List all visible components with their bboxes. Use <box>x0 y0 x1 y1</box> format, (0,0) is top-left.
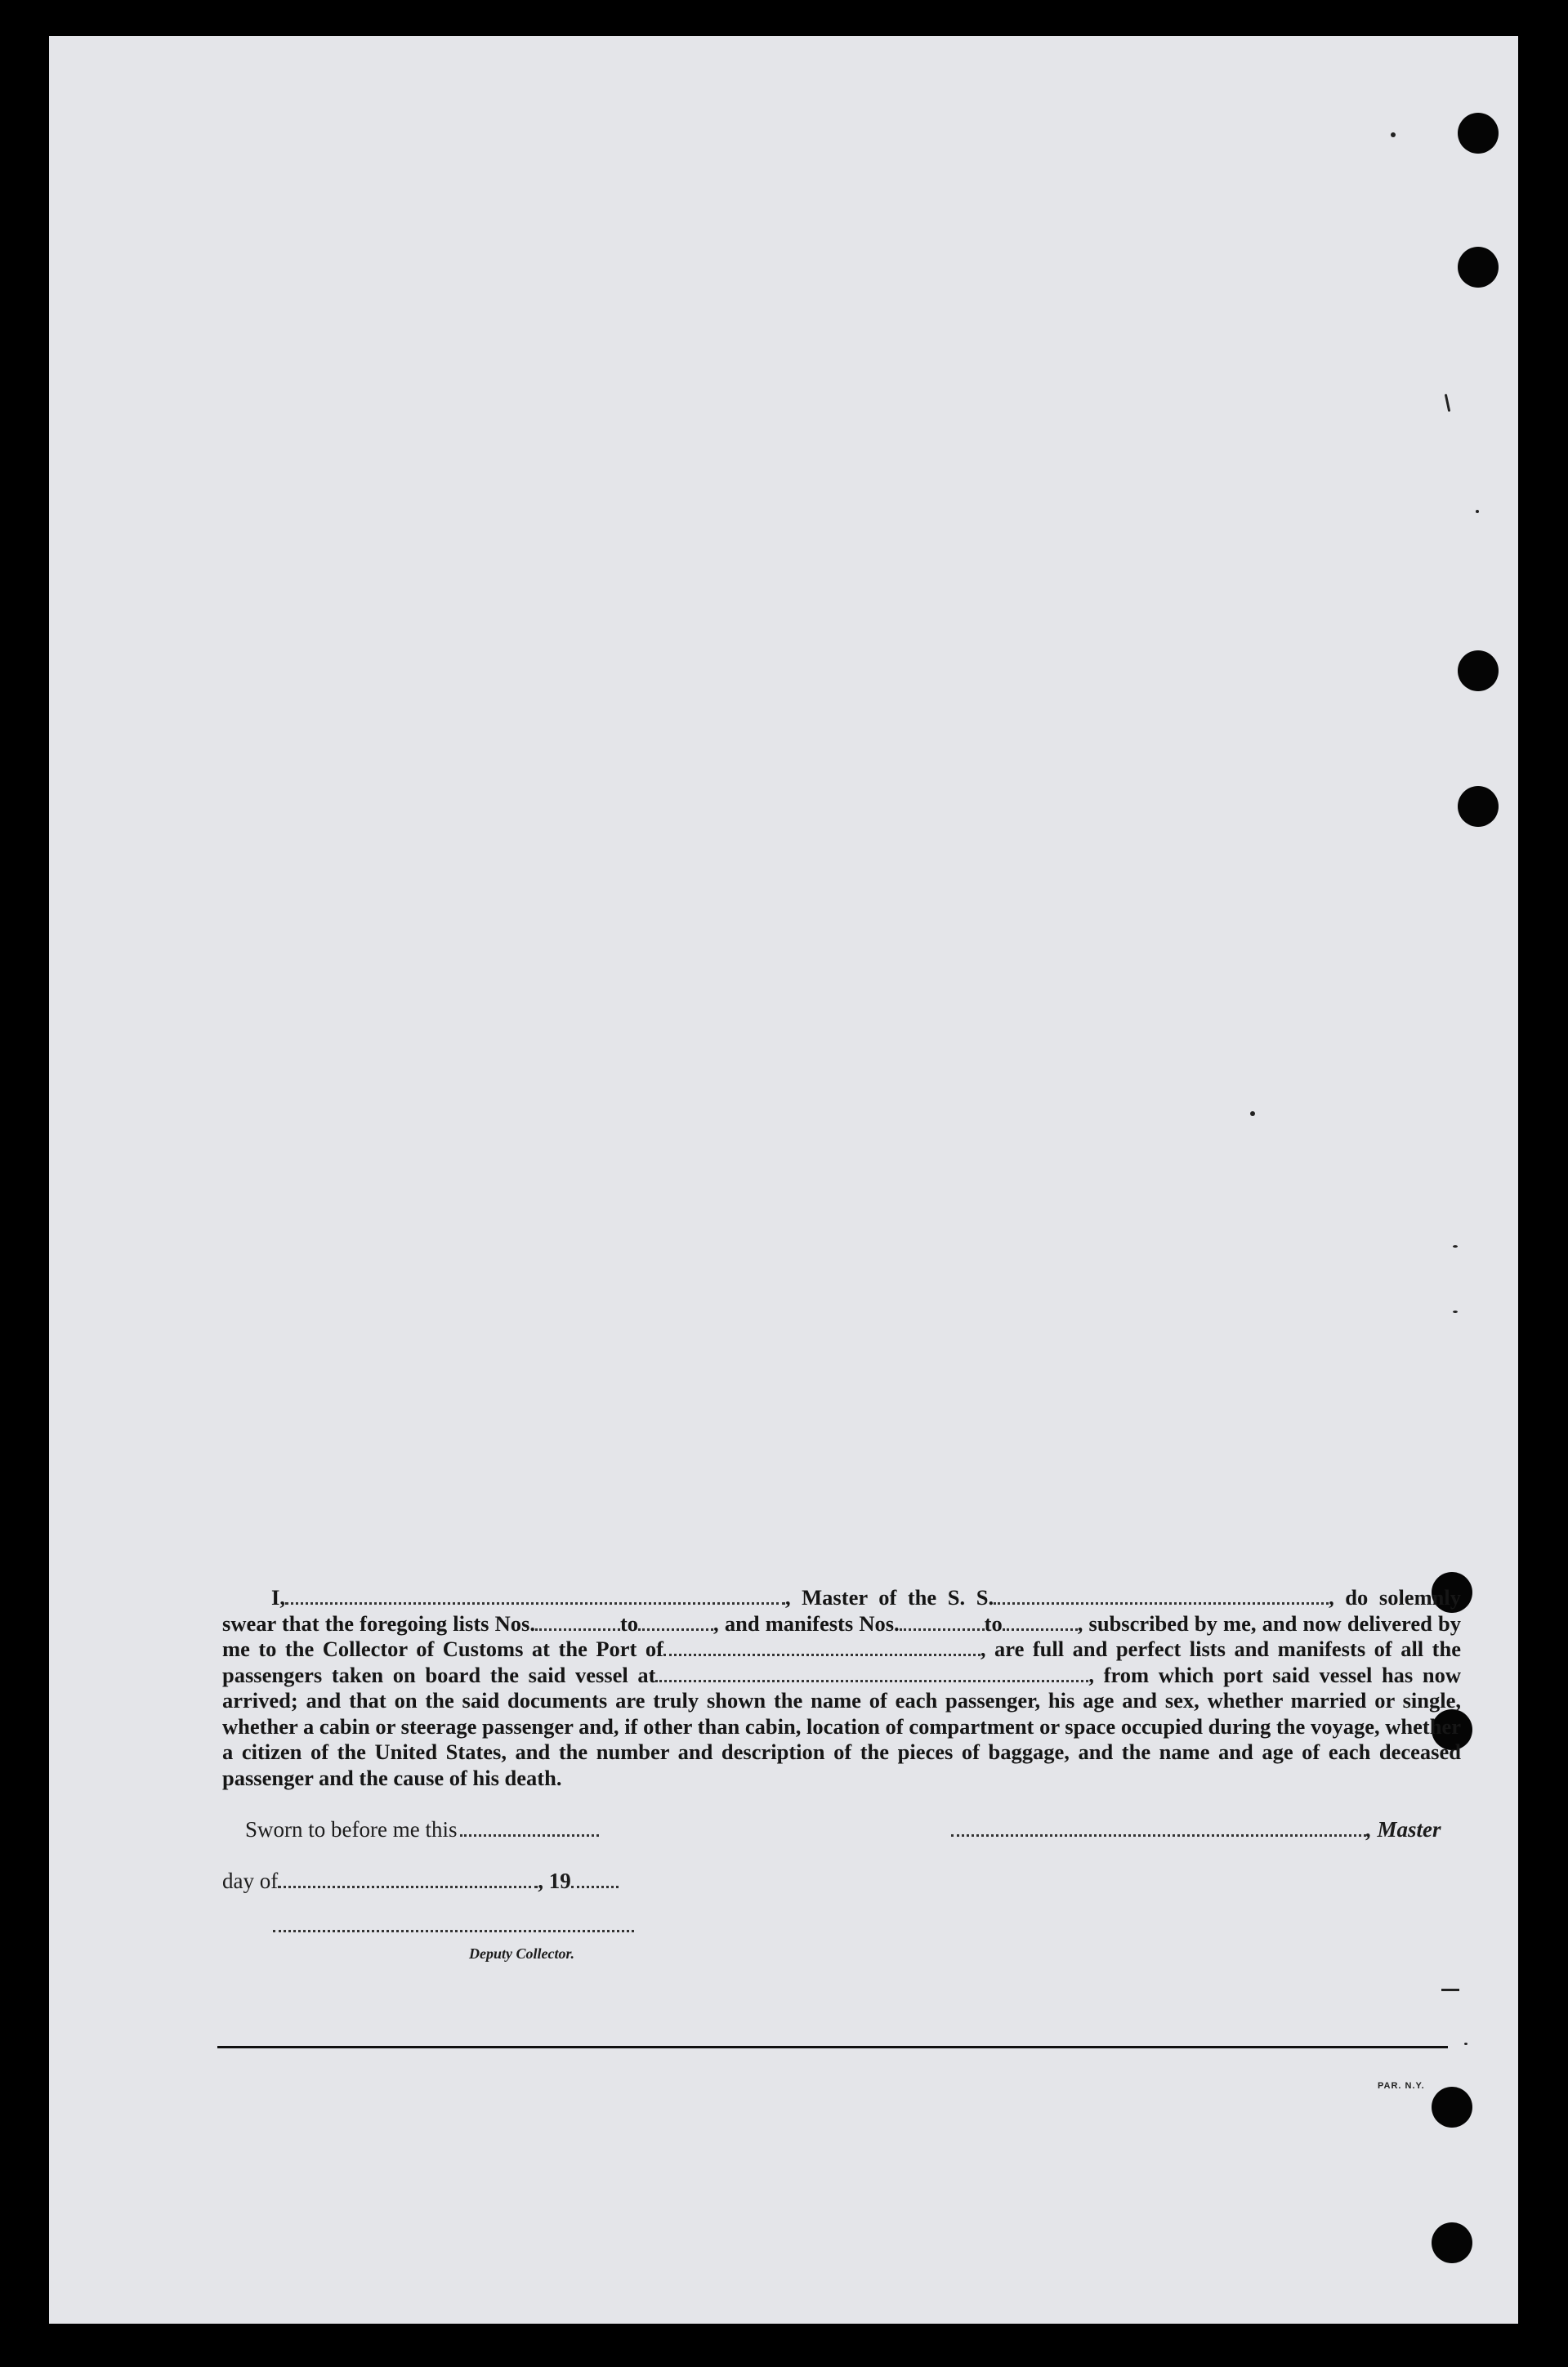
sworn-label: Sworn to before me this <box>245 1817 458 1842</box>
speck-mark <box>1453 1311 1458 1313</box>
punch-hole-icon <box>1458 113 1499 154</box>
oath-text: , subscribed by me, and now delivered by me to the Collector of Customs at the Port of <box>222 1610 1461 1661</box>
oath-text: , do solemnly swear that the foregoing lists Nos. <box>222 1585 1461 1636</box>
lists-from-field[interactable] <box>535 1623 620 1631</box>
punch-hole-icon <box>1458 786 1499 827</box>
deputy-signature-field[interactable] <box>273 1930 634 1932</box>
divider-rule <box>217 2046 1448 2048</box>
port-of-arrival-field[interactable] <box>663 1649 981 1656</box>
master-signature-line <box>951 1817 1441 1842</box>
day-of-label: day of <box>222 1869 279 1893</box>
oath-text: I, <box>271 1585 285 1610</box>
vessel-name-field[interactable] <box>994 1597 1329 1605</box>
master-name-field[interactable] <box>285 1597 785 1605</box>
sworn-day-field[interactable] <box>460 1829 599 1837</box>
manifest-page-back <box>49 36 1518 2324</box>
oath-text: , Master of the S. S. <box>784 1585 994 1610</box>
master-label: , Master <box>1366 1817 1441 1842</box>
month-field[interactable] <box>278 1881 538 1888</box>
punch-hole-icon <box>1458 650 1499 691</box>
manifests-from-field[interactable] <box>900 1623 985 1631</box>
printer-mark: PAR. N.Y. <box>1378 2081 1425 2091</box>
speck-mark <box>1453 1245 1458 1248</box>
day-of-line <box>222 1869 619 1894</box>
punch-hole-icon <box>1432 2087 1472 2128</box>
master-oath-paragraph <box>222 1585 1461 1791</box>
speck-mark <box>1464 2043 1467 2045</box>
manifests-to-field[interactable] <box>1003 1623 1078 1631</box>
speck-mark <box>1250 1111 1255 1116</box>
speck-mark <box>1445 394 1451 412</box>
oath-text: to <box>984 1610 1003 1636</box>
speck-mark <box>1476 510 1479 513</box>
oath-text: to <box>619 1610 639 1636</box>
oath-text: , and manifests Nos. <box>713 1610 900 1636</box>
year-label: , 19 <box>538 1869 571 1893</box>
master-signature-field[interactable] <box>951 1829 1366 1837</box>
deputy-collector-label: Deputy Collector. <box>469 1945 574 1962</box>
oath-text: , are full and perfect lists and manifests of all the passengers taken on board the said vessel at <box>222 1637 1461 1687</box>
speck-mark <box>1441 1989 1459 1991</box>
lists-to-field[interactable] <box>638 1623 713 1631</box>
sworn-line <box>245 1817 599 1842</box>
port-of-departure-field[interactable] <box>655 1675 1088 1682</box>
punch-hole-icon <box>1432 2222 1472 2263</box>
year-field[interactable] <box>571 1881 619 1888</box>
oath-text: , from which port said vessel has now arrived; and that on the said documents are truly shown the name of each passenger, his age and sex, whether married or single, whether a cabin or steerage passenger and, if other than cabin, location of compartment or space occupied during the voyage, whether a citizen of the United States, and the number and description of the pieces of baggage, and the name and age of each deceased passenger and the cause of his death. <box>222 1662 1461 1790</box>
speck-mark <box>1391 132 1396 137</box>
punch-hole-icon <box>1458 247 1499 288</box>
